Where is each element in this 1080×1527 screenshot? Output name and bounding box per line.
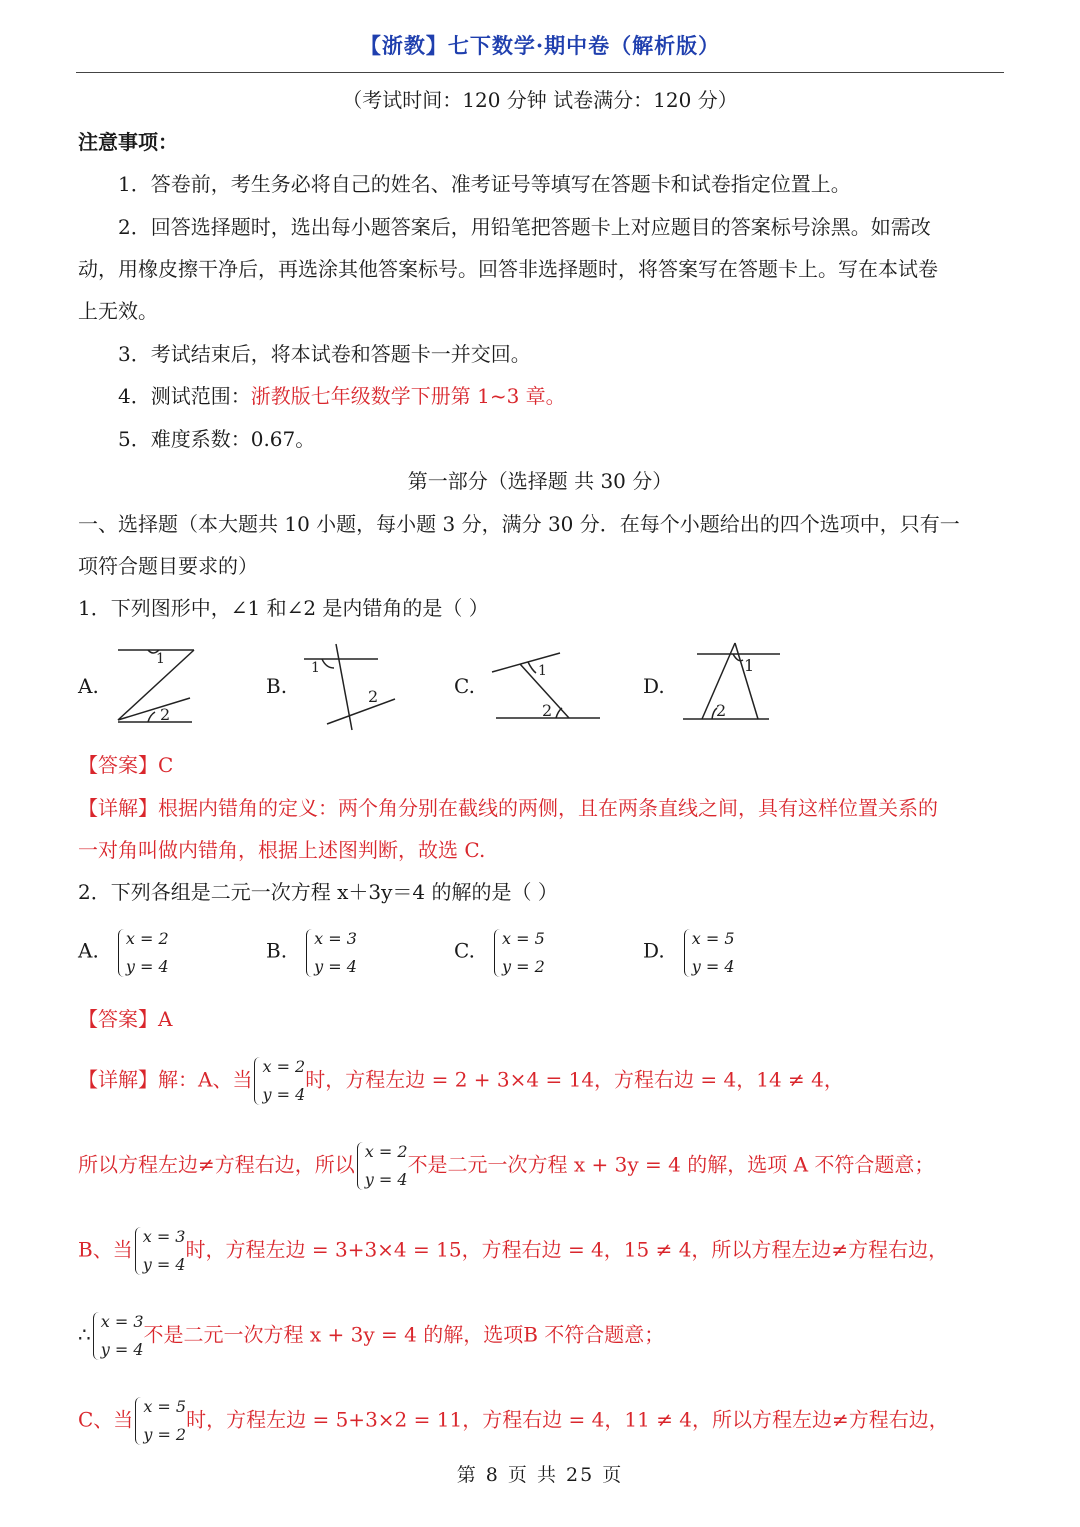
figure-b xyxy=(304,644,395,730)
q1-option-a-label: A. xyxy=(78,674,99,698)
document-title: 【浙教】七下数学·期中卷（解析版） xyxy=(359,33,721,58)
q2-answer: 【答案】A xyxy=(78,1007,173,1031)
q2-option-d-system xyxy=(682,925,735,981)
q2-solution-a2-rest: 不是二元一次方程 x + 3y = 4 的解，选项 A 不符合题意； xyxy=(407,1152,935,1177)
page-footer: 第 8 页 共 25 页 xyxy=(456,1464,624,1486)
therefore-symbol: ∴ xyxy=(78,1322,91,1347)
q1-detail-line-2: 一对角叫做内错角，根据上述图判断，故选 C. xyxy=(78,838,486,862)
q2-option-a-label: A. xyxy=(78,938,99,963)
q2-solution-b xyxy=(78,1223,948,1279)
q2-solution-b-x: x = 3 xyxy=(142,1227,186,1246)
q2-solution-c xyxy=(78,1393,949,1449)
q2-solution-b-rest: 时，方程左边 = 3+3×4 = 15，方程右边 = 4，15 ≠ 4，所以方程左边≠方程右边， xyxy=(185,1237,949,1262)
q2-option-b-system xyxy=(304,925,357,981)
notice-heading: 注意事项： xyxy=(78,130,178,154)
q2-option-c-y: y = 2 xyxy=(502,957,545,976)
figure-c-angle-1: 1 xyxy=(538,663,547,679)
q2-solution-c-prefix: C、当 xyxy=(78,1407,134,1432)
q2-solution-b-system xyxy=(133,1223,186,1279)
part1-heading: 第一部分（选择题 共 30 分） xyxy=(407,469,673,493)
q2-option-a-system xyxy=(116,925,169,981)
q2-option-c-x: x = 5 xyxy=(502,929,545,948)
q2-option-a-y: y = 4 xyxy=(125,957,169,976)
q1-option-d-label: D. xyxy=(643,674,665,698)
q1-stem: 1．下列图形中，∠1 和∠2 是内错角的是（ ） xyxy=(78,596,489,620)
q1-figures xyxy=(0,0,1080,760)
q2-solution-c-x: x = 5 xyxy=(143,1397,187,1416)
q2-solution-c-rest: 时，方程左边 = 5+3×2 = 11，方程右边 = 4，11 ≠ 4，所以方程左边≠方程右边， xyxy=(186,1407,949,1432)
q1-option-c-label: C. xyxy=(454,674,475,698)
q2-option-c-system xyxy=(492,925,545,981)
figure-a-angle-1: 1 xyxy=(156,651,165,667)
q2-solution-b2-rest: 不是二元一次方程 x + 3y = 4 的解，选项B 不符合题意； xyxy=(143,1322,665,1347)
notice-item-2-line-1: 2．回答选择题时，选出每小题答案后，用铅笔把答题卡上对应题目的答案标号涂黑。如需改 xyxy=(118,215,931,239)
notice-item-2-line-2: 动，用橡皮擦干净后，再选涂其他答案标号。回答非选择题时，将答案写在答题卡上。写在本试卷 xyxy=(78,257,938,281)
q2-solution-b-conclusion xyxy=(78,1308,664,1364)
figure-a-angle-2: 2 xyxy=(160,705,171,724)
figure-b-angle-2: 2 xyxy=(368,687,379,706)
q2-solution-a-x: x = 2 xyxy=(262,1057,306,1076)
q2-solution-b2-system xyxy=(91,1308,144,1364)
figure-d xyxy=(683,643,780,719)
q2-solution-a-rest: 时，方程左边 = 2 + 3×4 = 14，方程右边 = 4，14 ≠ 4， xyxy=(305,1067,844,1092)
figure-c-angle-2: 2 xyxy=(542,701,553,720)
figure-d-angle-1: 1 xyxy=(744,656,755,675)
q2-solution-c-y: y = 2 xyxy=(143,1425,187,1444)
q2-option-d xyxy=(643,925,735,981)
q2-solution-a-y: y = 4 xyxy=(262,1085,306,1104)
test-scope: 浙教版七年级数学下册第 1~3 章。 xyxy=(250,384,566,408)
section-heading-line-1: 一、选择题（本大题共 10 小题，每小题 3 分，满分 30 分．在每个小题给出的四个选项中，只有一 xyxy=(78,512,960,536)
notice-item-5: 5．难度系数：0.67。 xyxy=(118,427,316,451)
q2-option-c-label: C. xyxy=(454,938,475,963)
q2-solution-a2-prefix: 所以方程左边≠方程右边，所以 xyxy=(78,1152,355,1177)
q2-option-d-x: x = 5 xyxy=(691,929,735,948)
figure-d-angle-2: 2 xyxy=(716,701,727,720)
q1-answer: 【答案】C xyxy=(78,753,174,777)
q2-solution-a xyxy=(78,1053,844,1109)
figure-b-angle-1: 1 xyxy=(311,660,320,676)
section-heading-line-2: 项符合题目要求的） xyxy=(78,554,258,578)
q2-option-d-label: D. xyxy=(643,938,665,963)
q2-option-b-x: x = 3 xyxy=(314,929,357,948)
q2-solution-a-system xyxy=(252,1053,305,1109)
q2-stem: 2．下列各组是二元一次方程 x＋3y＝4 的解的是（ ） xyxy=(78,880,558,904)
q2-solution-b-y: y = 4 xyxy=(142,1255,186,1274)
q2-solution-a-conclusion xyxy=(78,1138,934,1194)
q1-option-b-label: B. xyxy=(266,674,288,698)
q2-option-b-y: y = 4 xyxy=(314,957,357,976)
q2-option-c xyxy=(454,925,545,981)
notice-item-1: 1．答卷前，考生务必将自己的姓名、准考证号等填写在答题卡和试卷指定位置上。 xyxy=(118,172,851,196)
q2-option-a-x: x = 2 xyxy=(125,929,169,948)
exam-info: （考试时间：120 分钟 试卷满分：120 分） xyxy=(342,88,738,112)
q2-option-d-y: y = 4 xyxy=(691,957,735,976)
notice-item-4-prefix: 4．测试范围： xyxy=(118,384,251,408)
notice-item-3: 3．考试结束后，将本试卷和答题卡一并交回。 xyxy=(118,342,531,366)
q2-solution-b2-x: x = 3 xyxy=(100,1312,144,1331)
q2-option-b xyxy=(266,925,357,981)
q2-solution-c-system xyxy=(133,1393,186,1449)
q2-solution-b-prefix: B、当 xyxy=(78,1237,133,1262)
q2-solution-a-prefix: 【详解】解：A、当 xyxy=(78,1067,253,1092)
q2-option-a xyxy=(78,925,169,981)
notice-item-2-line-3: 上无效。 xyxy=(78,299,158,323)
q2-solution-a2-y: y = 4 xyxy=(364,1170,408,1189)
q2-solution-b2-y: y = 4 xyxy=(100,1340,144,1359)
q2-option-b-label: B. xyxy=(266,938,288,963)
q2-solution-a2-x: x = 2 xyxy=(364,1142,408,1161)
q1-detail-line-1: 【详解】根据内错角的定义：两个角分别在截线的两侧，且在两条直线之间，具有这样位置关系的 xyxy=(78,796,938,820)
q2-solution-a2-system xyxy=(355,1138,408,1194)
